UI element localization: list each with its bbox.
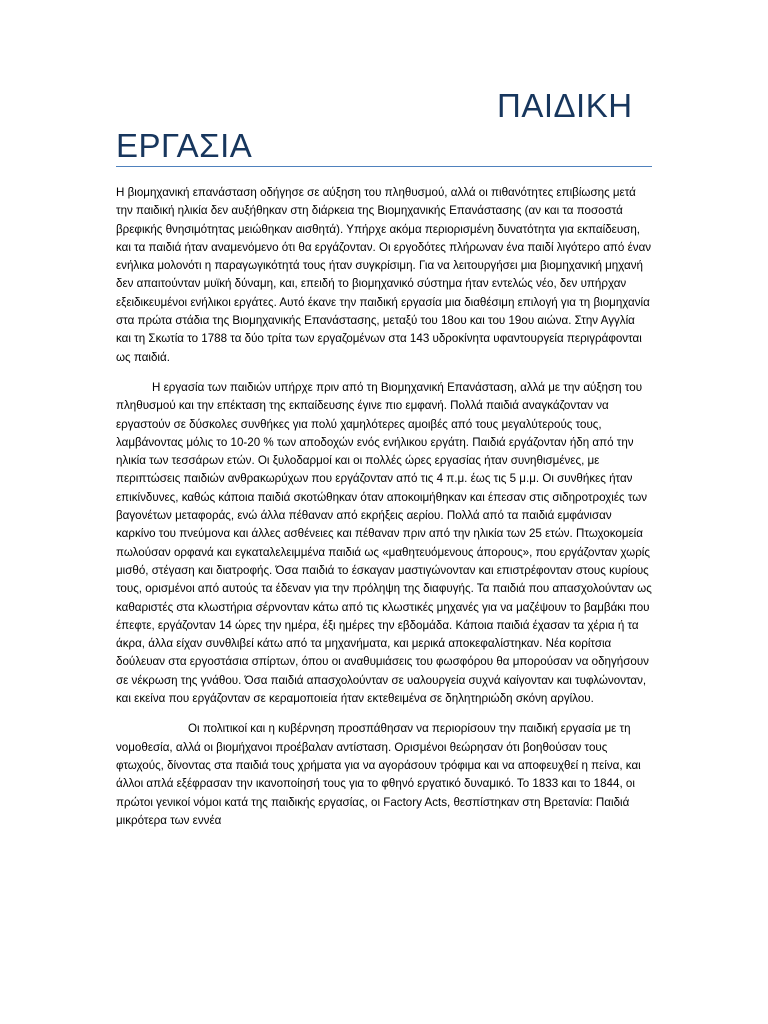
title-underline [116, 166, 652, 167]
paragraph-3: Οι πολιτικοί και η κυβέρνηση προσπάθησαν να περιορίσουν την παιδική εργασία με τη νομοθεσία, αλλά οι βιομήχανοι προέβαλαν αντίσταση. Ορισμένοι θεώρησαν ότι βοηθούσαν τους φτωχούς, δίνοντας στα παιδιά τους χρήματα για να αγοράσουν τρόφιμα και να αποφευχθεί η πείνα, και άλλοι απλά εξέφρασαν την ικανοποίησή τους για το φθηνό εργατικό δυναμικό. Το 1833 και το 1844, οι πρώτοι γενικοί νόμοι κατά της παιδικής εργασίας, οι Factory Acts, θεσπίστηκαν στη Βρετανία: Παιδιά μικρότερα των εννέα [116, 722, 641, 827]
paragraph-2: Η εργασία των παιδιών υπήρχε πριν από τη Βιομηχανική Επανάσταση, αλλά με την αύξηση του πληθυσμού και την επέκταση της εκπαίδευσης έγινε πιο εμφανή. Πολλά παιδιά αναγκάζονταν να εργαστούν σε δύσκολες συνθήκες για πολύ χαμηλότερες αμοιβές από τους μεγαλύτερούς τους, λαμβάνοντας μόλις το 10-20 % των αποδοχών ενός ενήλικου εργάτη. Παιδιά εργάζονταν ήδη από την ηλικία των τεσσάρων ετών. Οι ξυλοδαρμοί και οι πολλές ώρες εργασίας ήταν συνηθισμένες, με περιπτώσεις παιδιών ανθρακωρύχων που εργάζονταν από τις 4 π.μ. έως τις 5 μ.μ. Οι συνθήκες ήταν επικίνδυνες, καθώς κάποια παιδιά σκοτώθηκαν όταν αποκοιμήθηκαν και έπεσαν στις σιδηροτροχιές των βαγονέτων μεταφοράς, ενώ άλλα πέθαναν από εκρήξεις αερίου. Πολλά από τα παιδιά εμφάνισαν καρκίνο του πνεύμονα και άλλες ασθένειες και πέθαναν πριν από την ηλικία των 25 ετών. Πτωχοκομεία πωλούσαν ορφανά και εγκαταλελειμμένα παιδιά ως «μαθητευόμενους άπορους», που εργάζονταν χωρίς μισθό, στέγαση και διατροφής. Όσα παιδιά το έσκαγαν μαστιγώνονταν και επιστρέφονταν στους κυρίους τους, ορισμένοι από αυτούς τα έδεναν για την πρόληψη της διαφυγής. Τα παιδιά που απασχολούνταν ως καθαριστές στα κλωστήρια σέρνονταν κάτω από τις κλωστικές μηχανές για να μαζέψουν το βαμβάκι που έπεφτε, εργάζονταν 14 ώρες την ημέρα, έξι ημέρες την εβδομάδα. Κάποια παιδιά έχασαν τα χέρια ή τα άκρα, άλλα είχαν συνθλιβεί κάτω από τα μηχανήματα, και μερικά αποκεφαλίστηκαν. Νέα κορίτσια δούλευαν στα εργοστάσια σπίρτων, όπου οι αναθυμιάσεις του φωσφόρου θα μπορούσαν να οδηγήσουν σε νέκρωση της γνάθου. Όσα παιδιά απασχολούνταν σε υαλουργεία συχνά καίγονταν και τυφλώνονταν, και εκείνα που εργάζονταν σε κεραμοποιεία ήταν εκτεθειμένα σε δηλητηριώδη σκόνη αργίλου. [116, 380, 652, 706]
title-line-1: ΠΑΙΔΙΚΗ [497, 87, 633, 124]
title-line-2: ΕΡΓΑΣΙΑ [116, 127, 253, 164]
paragraph-1: Η βιομηχανική επανάσταση οδήγησε σε αύξηση του πληθυσμού, αλλά οι πιθανότητες επιβίωσης μετά την παιδική ηλικία δεν αυξήθηκαν στη διάρκεια της Βιομηχανικής Επανάστασης (αν και τα ποσοστά βρεφικής θνησιμότητας μειώθηκαν αισθητά). Υπήρχε ακόμα περιορισμένη δυνατότητα για εκπαίδευση, και τα παιδιά ήταν αναμενόμενο ότι θα εργάζονταν. Οι εργοδότες πλήρωναν ένα παιδί λιγότερο από έναν ενήλικα μολονότι η παραγωγικότητά τους ήταν συγκρίσιμη. Για να λειτουργήσει μια βιομηχανική μηχανή δεν απαιτούνταν μυϊκή δύναμη, και, επειδή το βιομηχανικό σύστημα ήταν εντελώς νέο, δεν υπήρχαν εξειδικευμένοι ενήλικοι εργάτες. Αυτό έκανε την παιδική εργασία μια διαθέσιμη επιλογή για τη βιομηχανία στα πρώτα στάδια της Βιομηχανικής Επανάστασης, μεταξύ του 18ου και του 19ου αιώνα. Στην Αγγλία και τη Σκωτία το 1788 τα δύο τρίτα των εργαζομένων στα 143 υδροκίνητα υφαντουργεία περιγράφονται ως παιδιά. [116, 186, 652, 364]
document-body [116, 184, 652, 842]
document-title [116, 86, 654, 166]
